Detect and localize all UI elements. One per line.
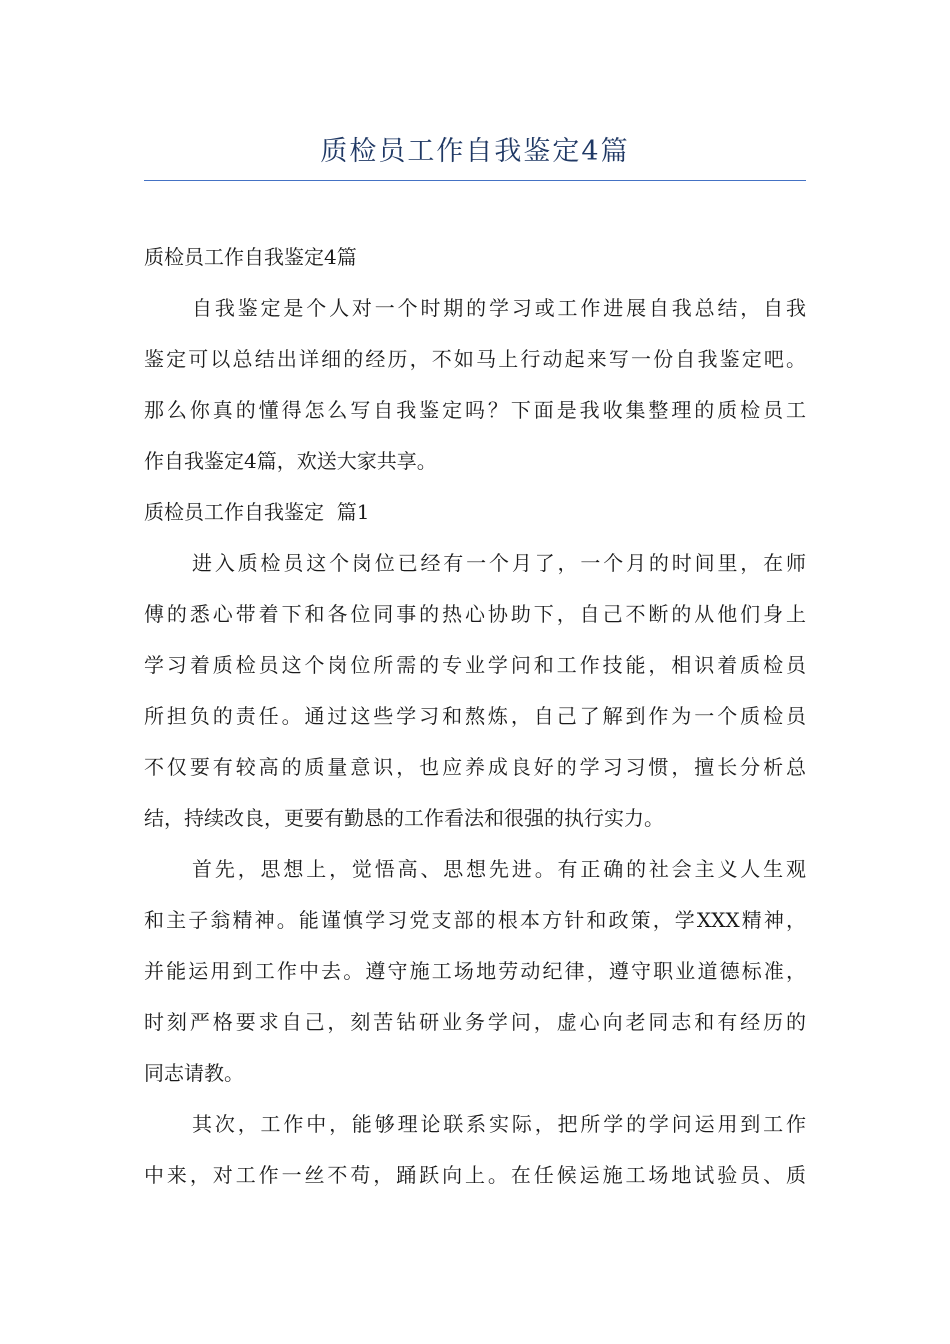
subtitle-line: 质检员工作自我鉴定4篇 bbox=[144, 245, 357, 269]
paragraph-line: 自我鉴定是个人对一个时期的学习或工作进展自我总结，自我 bbox=[192, 296, 806, 320]
paragraph-line: 鉴定可以总结出详细的经历，不如马上行动起来写一份自我鉴定吧。 bbox=[144, 347, 806, 371]
body-paragraph-1 bbox=[144, 538, 806, 844]
paragraph-line: 首先，思想上，觉悟高、思想先进。有正确的社会主义人生观 bbox=[192, 857, 806, 881]
body-paragraph-3 bbox=[144, 1099, 806, 1201]
intro-paragraph bbox=[144, 283, 806, 487]
paragraph-line: 中来，对工作一丝不苟，踊跃向上。在任候运施工场地试验员、质 bbox=[144, 1163, 806, 1187]
paragraph-line: 进入质检员这个岗位已经有一个月了，一个月的时间里，在师 bbox=[192, 551, 806, 575]
paragraph-line: 那么你真的懂得怎么写自我鉴定吗？下面是我收集整理的质检员工 bbox=[144, 398, 806, 422]
document-body bbox=[144, 232, 806, 1201]
paragraph-line: 时刻严格要求自己，刻苦钻研业务学问，虚心向老同志和有经历的 bbox=[144, 1010, 806, 1034]
document-title: 质检员工作自我鉴定4篇 bbox=[320, 136, 630, 167]
section-heading: 质检员工作自我鉴定 篇1 bbox=[144, 500, 370, 524]
body-paragraph-2 bbox=[144, 844, 806, 1099]
paragraph-line: 结，持续改良，更要有勤恳的工作看法和很强的执行实力。 bbox=[144, 806, 664, 830]
paragraph-line: 学习着质检员这个岗位所需的专业学问和工作技能，相识着质检员 bbox=[144, 653, 806, 677]
paragraph-line: 不仅要有较高的质量意识，也应养成良好的学习习惯，擅长分析总 bbox=[144, 755, 806, 779]
paragraph-line: 所担负的责任。通过这些学习和熬炼，自己了解到作为一个质检员 bbox=[144, 704, 806, 728]
title-underline bbox=[144, 180, 806, 181]
paragraph-line: 和主子翁精神。能谨慎学习党支部的根本方针和政策，学XXX精神， bbox=[144, 908, 806, 932]
paragraph-line: 并能运用到工作中去。遵守施工场地劳动纪律，遵守职业道德标准， bbox=[144, 959, 806, 983]
paragraph-line: 同志请教。 bbox=[144, 1061, 244, 1085]
paragraph-line: 傅的悉心带着下和各位同事的热心协助下，自己不断的从他们身上 bbox=[144, 602, 806, 626]
paragraph-line: 其次，工作中，能够理论联系实际，把所学的学问运用到工作 bbox=[192, 1112, 806, 1136]
paragraph-line: 作自我鉴定4篇，欢送大家共享。 bbox=[144, 449, 437, 473]
